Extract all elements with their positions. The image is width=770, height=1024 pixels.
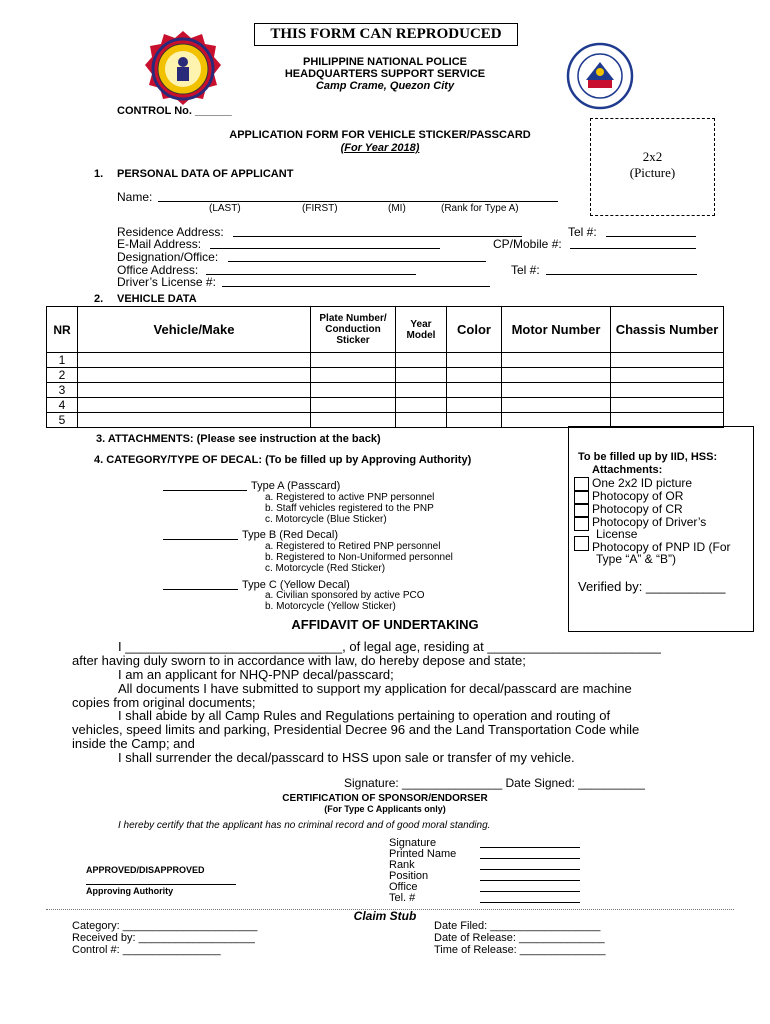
attachment-item: Photocopy of Driver’s (592, 515, 707, 529)
stub-category[interactable]: Category: ______________________ (72, 920, 258, 932)
type-c-label: Type C (Yellow Decal) (242, 579, 350, 591)
iid-box-title: To be filled up by IID, HSS: (578, 451, 718, 463)
type-c-field[interactable] (163, 578, 238, 590)
office-tel-field[interactable] (546, 263, 697, 275)
sponsor-field-label: Office (389, 881, 418, 893)
affidavit-line: All documents I have submitted to support my application for decal/passcard are machine (118, 681, 632, 696)
affidavit-line: I shall abide by all Camp Rules and Regulations pertaining to operation and routing of (118, 708, 611, 723)
sponsor-field-label: Tel. # (389, 892, 416, 904)
type-a-item: c. Motorcycle (Blue Sticker) (265, 514, 387, 525)
type-a-field[interactable] (163, 479, 247, 491)
pnp-seal-icon (144, 30, 222, 108)
table-row[interactable] (47, 368, 724, 383)
row-number: 4 (47, 398, 78, 413)
residence-label: Residence Address: (117, 225, 224, 239)
type-c-item: a. Civilian sponsored by active PCO (265, 590, 425, 601)
name-part-mi: (MI) (388, 203, 406, 214)
email-field[interactable] (210, 237, 440, 249)
row-number: 3 (47, 383, 78, 398)
office-address-label: Office Address: (117, 263, 199, 277)
sponsor-tel-field[interactable] (480, 891, 580, 903)
sponsor-certification: I hereby certify that the applicant has no criminal record and of good moral standing. (118, 820, 491, 831)
name-field[interactable] (158, 190, 558, 202)
sponsor-field-label: Rank (389, 859, 415, 871)
affidavit-line: I am an applicant for NHQ-PNP decal/passcard; (118, 667, 394, 682)
license-field[interactable] (222, 275, 490, 287)
row-number: 1 (47, 353, 78, 368)
office-address-field[interactable] (206, 263, 416, 275)
photo-label: (Picture) (629, 165, 676, 180)
signature-line[interactable]: Signature: _______________ Date Signed: __________ (344, 776, 645, 790)
section-number: 2. (94, 293, 104, 305)
table-row[interactable] (47, 353, 724, 368)
iid-attachments-label: Attachments: (592, 464, 663, 476)
type-b-item: a. Registered to Retired PNP personnel (265, 541, 441, 552)
org-unit: HEADQUARTERS SUPPORT SERVICE (284, 68, 486, 80)
sponsor-field-label: Position (389, 870, 429, 882)
org-location: Camp Crame, Quezon City (315, 80, 455, 92)
attachment-item: Photocopy of PNP ID (For (592, 540, 731, 554)
stub-date-release[interactable]: Date of Release: ______________ (434, 932, 605, 944)
org-name: PHILIPPINE NATIONAL POLICE (303, 56, 467, 68)
row-number: 2 (47, 368, 78, 383)
email-label: E-Mail Address: (117, 237, 202, 251)
claim-stub-title: Claim Stub (353, 909, 417, 923)
col-year-model: Year Model (396, 307, 447, 353)
name-part-last: (LAST) (209, 203, 241, 214)
col-color: Color (447, 307, 502, 353)
attachment-item: Photocopy of CR (592, 502, 683, 516)
mobile-label: CP/Mobile #: (493, 237, 562, 251)
designation-label: Designation/Office: (117, 250, 219, 264)
type-b-item: c. Motorcycle (Red Sticker) (265, 563, 386, 574)
name-part-first: (FIRST) (302, 203, 338, 214)
designation-field[interactable] (228, 250, 486, 262)
checkbox-license[interactable] (574, 516, 589, 531)
license-label: Driver’s License #: (117, 275, 216, 289)
type-b-label: Type B (Red Decal) (242, 529, 338, 541)
category-heading: 4. CATEGORY/TYPE OF DECAL: (To be filled up by Approving Authority) (94, 454, 472, 466)
tel-label: Tel #: (568, 225, 597, 239)
name-label: Name: (117, 190, 153, 204)
affidavit-line[interactable]: I ______________________________, of legal age, residing at ________________________ (118, 639, 661, 654)
stub-control-number[interactable]: Control #: ________________ (72, 944, 221, 956)
affidavit-line: I shall surrender the decal/passcard to HSS upon sale or transfer of my vehicle. (118, 750, 575, 765)
affidavit-line: vehicles, speed limits and parking, Presidential Decree 96 and the Land Transportation Code while (72, 722, 640, 737)
type-a-label: Type A (Passcard) (251, 480, 341, 492)
name-part-rank: (Rank for Type A) (441, 203, 519, 214)
form-banner: THIS FORM CAN REPRODUCED (254, 23, 518, 46)
col-nr: NR (47, 307, 78, 353)
affidavit-line: copies from original documents; (72, 695, 256, 710)
col-plate-number: Plate Number/ Conduction Sticker (311, 307, 396, 353)
vehicle-data-heading: VEHICLE DATA (117, 293, 197, 305)
table-row[interactable] (47, 398, 724, 413)
type-b-item: b. Registered to Non-Uniformed personnel (265, 552, 453, 563)
photo-size: 2x2 (642, 149, 663, 164)
form-year: (For Year 2018) (340, 142, 420, 154)
type-a-item: b. Staff vehicles registered to the PNP (265, 503, 434, 514)
col-vehicle-make: Vehicle/Make (78, 307, 311, 353)
type-a-item: a. Registered to active PNP personnel (265, 492, 435, 503)
stub-received-by[interactable]: Received by: ___________________ (72, 932, 255, 944)
col-chassis-number: Chassis Number (611, 307, 724, 353)
sponsor-subtitle: (For Type C Applicants only) (324, 804, 446, 814)
form-title: APPLICATION FORM FOR VEHICLE STICKER/PASSCARD (229, 129, 531, 141)
approving-authority-field[interactable] (86, 873, 236, 885)
table-row[interactable] (47, 383, 724, 398)
stub-time-release[interactable]: Time of Release: ______________ (434, 944, 606, 956)
attachment-item: One 2x2 ID picture (592, 476, 693, 490)
sponsor-title: CERTIFICATION OF SPONSOR/ENDORSER (282, 793, 488, 804)
section-number: 1. (94, 168, 104, 180)
attachment-item: Photocopy of OR (592, 489, 684, 503)
sponsor-field-label: Signature (389, 837, 437, 849)
attachment-item: License (596, 527, 638, 541)
control-number-label: CONTROL No. ______ (117, 105, 232, 117)
type-c-item: b. Motorcycle (Yellow Sticker) (265, 601, 396, 612)
checkbox-pnp-id[interactable] (574, 536, 589, 551)
personal-data-heading: PERSONAL DATA OF APPLICANT (117, 168, 294, 180)
hss-seal-icon (566, 42, 634, 110)
approval-status: APPROVED/DISAPPROVED (86, 865, 205, 875)
photo-box[interactable] (590, 118, 715, 216)
col-motor-number: Motor Number (502, 307, 611, 353)
row-number: 5 (47, 413, 78, 428)
tel-field[interactable] (606, 225, 696, 237)
approving-authority-label: Approving Authority (86, 886, 174, 896)
office-tel-label: Tel #: (511, 263, 540, 277)
vehicle-table (46, 306, 724, 428)
affidavit-line: inside the Camp; and (72, 736, 195, 751)
affidavit-title: AFFIDAVIT OF UNDERTAKING (291, 617, 479, 632)
mobile-field[interactable] (570, 237, 696, 249)
affidavit-line: after having duly sworn to in accordance with law, do hereby depose and state; (72, 653, 526, 668)
attachments-heading: 3. ATTACHMENTS: (Please see instruction at the back) (96, 433, 381, 445)
sponsor-field-label: Printed Name (389, 848, 457, 860)
attachment-item: Type “A” & “B”) (596, 552, 677, 566)
type-b-field[interactable] (163, 528, 238, 540)
residence-field[interactable] (233, 225, 522, 237)
stub-date-filed[interactable]: Date Filed: __________________ (434, 920, 601, 932)
verified-by[interactable]: Verified by: ___________ (578, 579, 726, 594)
